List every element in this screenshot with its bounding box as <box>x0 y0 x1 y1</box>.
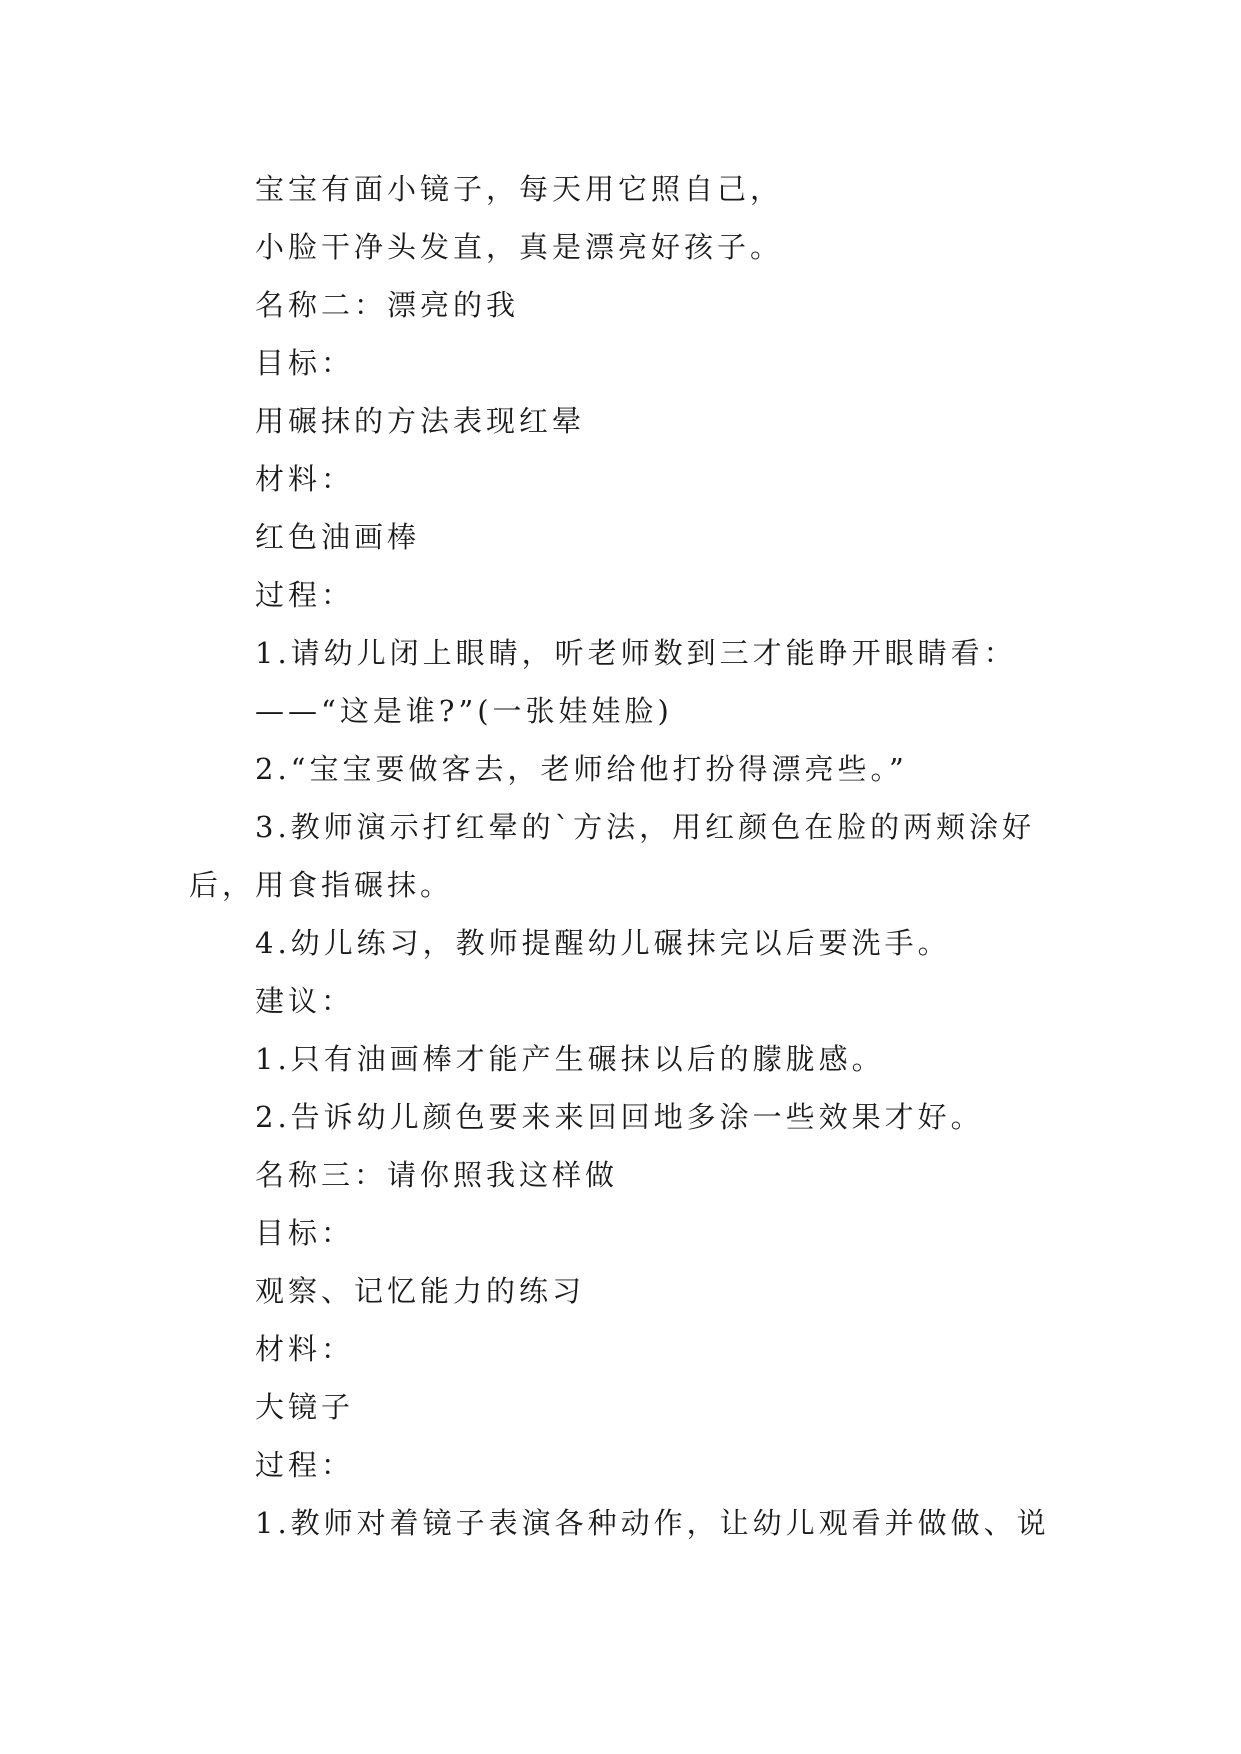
list-item: 4.幼儿练习，教师提醒幼儿碾抹完以后要洗手。 <box>255 926 951 960</box>
poem-line: 小脸干净头发直，真是漂亮好孩子。 <box>255 230 784 264</box>
section-label-suggestion: 建议： <box>255 984 355 1018</box>
section-label-goal: 目标： <box>255 1216 355 1250</box>
section-title: 名称三：请你照我这样做 <box>255 1158 619 1192</box>
section-label-goal: 目标： <box>255 346 355 380</box>
list-item: 3.教师演示打红晕的`方法，用红颜色在脸的两颊涂好后，用食指碾抹。 <box>189 810 1036 902</box>
section-title: 名称二：漂亮的我 <box>255 288 520 322</box>
poem-line: 宝宝有面小镜子，每天用它照自己， <box>255 172 784 206</box>
paragraph: 观察、记忆能力的练习 <box>255 1274 586 1308</box>
section-label-process: 过程： <box>255 578 355 612</box>
paragraph: 红色油画棒 <box>255 520 421 554</box>
document-body <box>189 160 1059 1552</box>
paragraph: 用碾抹的方法表现红晕 <box>255 404 586 438</box>
section-label-materials: 材料： <box>255 462 355 496</box>
paragraph: ——“这是谁?”(一张娃娃脸) <box>255 694 673 728</box>
paragraph: 大镜子 <box>255 1390 355 1424</box>
list-item: 2.“宝宝要做客去，老师给他打扮得漂亮些。” <box>255 752 908 786</box>
section-label-materials: 材料： <box>255 1332 355 1366</box>
list-item: 1.只有油画棒才能产生碾抹以后的朦胧感。 <box>255 1042 885 1076</box>
list-item: 1.请幼儿闭上眼睛，听老师数到三才能睁开眼睛看： <box>255 636 1017 670</box>
list-item: 1.教师对着镜子表演各种动作，让幼儿观看并做做、说 <box>255 1506 1050 1540</box>
section-label-process: 过程： <box>255 1448 355 1482</box>
list-item: 2.告诉幼儿颜色要来来回回地多涂一些效果才好。 <box>255 1100 984 1134</box>
